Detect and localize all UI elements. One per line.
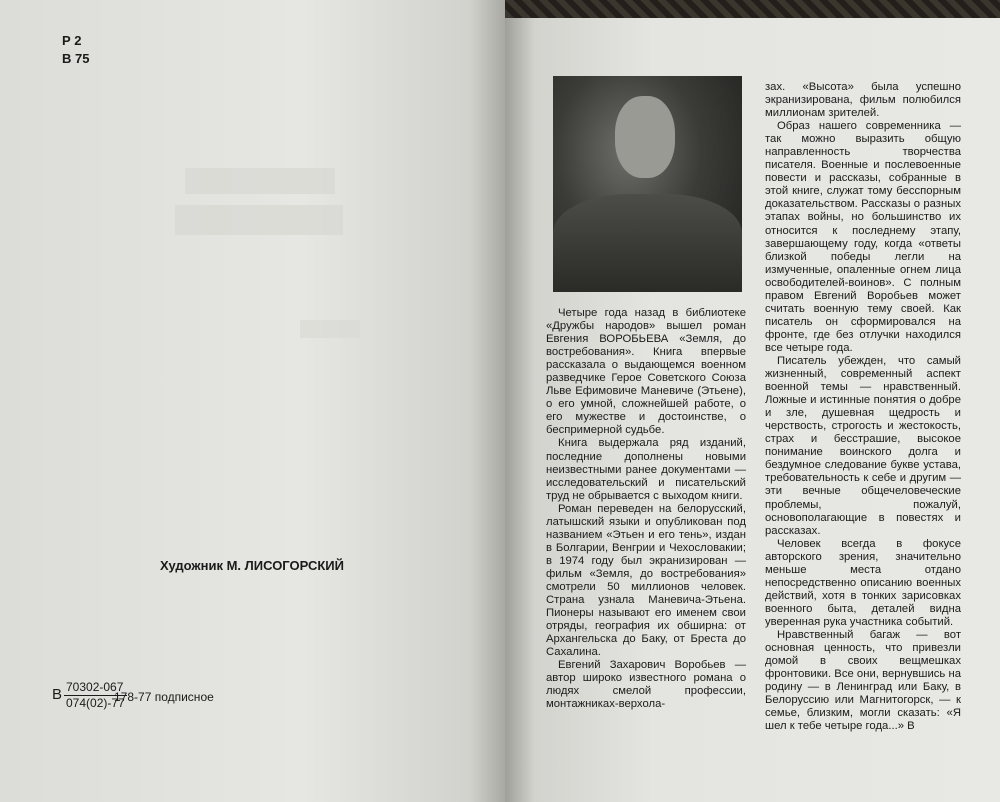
artist-credit: Художник М. ЛИСОГОРСКИЙ — [160, 558, 344, 573]
show-through-smudge — [300, 320, 360, 338]
publication-code-numerator: 70302-067 — [64, 680, 127, 696]
paragraph: Писатель убежден, что самый жизненный, современный аспект военной темы — нравственный. Ложные и истинные понятия о добре и зле, душевная щедрость и черствость, строгость и жестокость, страх и бесстрашие, высокое понимание воинского долга и бездумное следование букве устава, требовательность к себе и другим — эти вечные общечеловеческие проблемы, пожалуй, основополагающие в повестях и рассказах. — [765, 354, 961, 537]
portrait-face — [615, 96, 675, 178]
text-column-right — [765, 81, 961, 733]
portrait-uniform — [553, 194, 742, 292]
show-through-smudge — [175, 205, 343, 235]
paragraph: Роман переведен на белорусский, латышский языки и опубликован под названием «Этьен и его тень», издан в Болгарии, Венгрии и Чехословакии; в 1974 году был экранизирован — фильм «Земля, до востребования» смотрели 50 миллионов человек. Страна узнала Маневича-Этьена. Пионеры называют его именем свои отряды, география их обширна: от Архангельска до Баку, от Бреста до Сахалина. — [546, 502, 746, 659]
paragraph: зах. «Высота» была успешно экранизирована, фильм полюбился миллионам зрителей. — [765, 81, 961, 120]
paragraph: Образ нашего современника — так можно выразить общую направленность творчества писателя. Военные и послевоенные повести и рассказы, собранные в этой книге, служат тому бесспорным доказательством. Рассказы о разных этапах войны, но большинство их относится к последнему этапу, завершающему году, когда «ответы близкой победы легли на измученные, опаленные огнем лица освободителей-воинов». С полным правом Евгений Воробьев может считать военную тему своей. Как писатель он сформировался на фронте, где без отлучки находился все четыре года. — [765, 120, 961, 354]
show-through-smudge — [185, 168, 335, 194]
classification-code-line-1: Р 2 — [62, 33, 82, 48]
publication-code-denominator: 074(02)-77 — [66, 696, 125, 710]
paragraph: Книга выдержала ряд изданий, последние дополнены новыми неизвестными ранее документами — исследовательский и писательский труд не обрывается с выходом книги. — [546, 437, 746, 502]
paragraph: Евгений Захарович Воробьев — автор широко известного романа о людях смелой профессии, монтажниках-верхола- — [546, 659, 746, 711]
paragraph: Человек всегда в фокусе авторского зрения, значительно меньше места отдано непосредственно описанию военных действий, хотя в тонких зарисовках военного быта, деталей видна уверенная рука участника событий. — [765, 537, 961, 628]
classification-code — [62, 32, 89, 68]
publication-code-prefix: В — [52, 686, 63, 703]
paragraph: Нравственный багаж — вот основная ценность, что привезли домой в своих вещмешках фронтовики. Все они, вернувшись на родину — в Ленинград или Баку, в Белоруссию или Магнитогорск, — к семье, близким, могли сказать: «Я шел к тебе четыре года...» В — [765, 628, 961, 733]
text-column-left — [546, 307, 746, 711]
paragraph: Четыре года назад в библиотеке «Дружбы народов» вышел роман Евгения ВОРОБЬЕВА «Земля, до востребования». Книга впервые рассказала о выдающемся военном разведчике Герое Советского Союза Льве Ефимовиче Маневиче (Этьене), о его умной, сложнейшей работе, о его мужестве и достоинстве, о беспримерной судьбе. — [546, 307, 746, 437]
author-portrait-photo — [553, 76, 742, 292]
publication-code-tail: 178-77 подписное — [114, 690, 214, 704]
classification-code-line-2: В 75 — [62, 51, 90, 66]
